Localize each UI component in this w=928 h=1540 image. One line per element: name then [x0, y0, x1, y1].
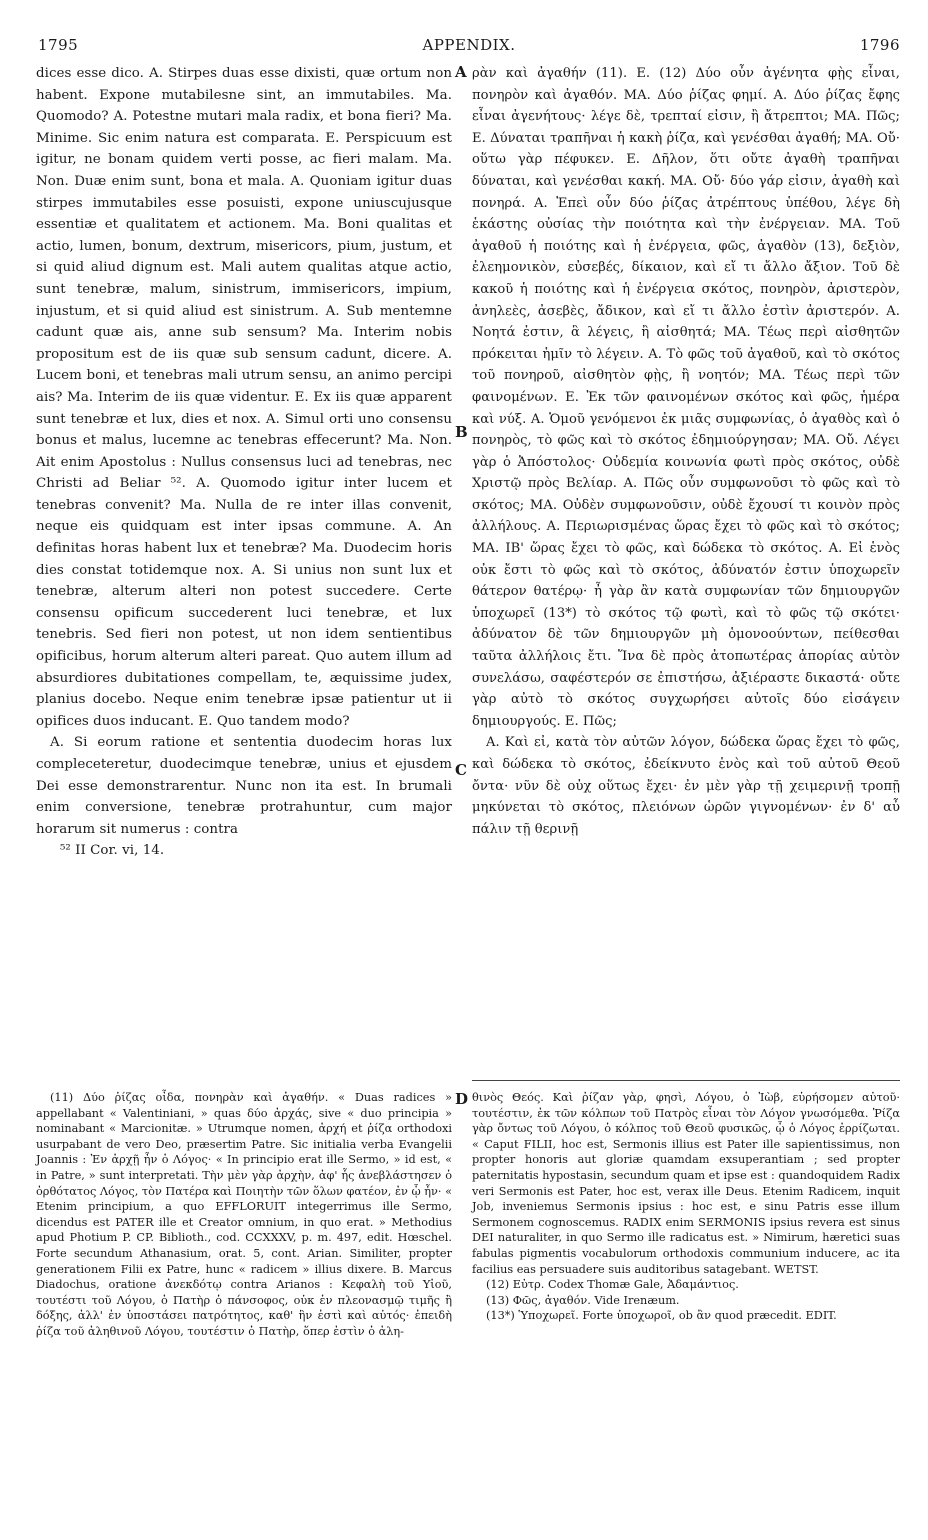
- note-13: (13) Φῶς, ἀγαθόν. Vide Irenæum.: [486, 1293, 680, 1307]
- page-number-left: 1795: [38, 36, 79, 54]
- margin-marker-b: B: [455, 423, 468, 441]
- notes-left-column: [36, 1090, 452, 1340]
- latin-paragraph-1: dices esse dico. A. Stirpes duas esse dixisti, quæ ortum non habent. Expone mutabilesne sint, an immutabiles. Ma. Quomodo? A. Potestne mutari mala radix, et bona fieri? Ma. Minime. Sic enim natura est comparata. E. Perspicuum est igitur, ne bonam quidem verti posse, ac fieri malam. Ma. Non. Duæ enim sunt, bona et mala. A. Quoniam igitur duas stirpes immutabiles esse posuisti, expone uniuscujusque essentiæ et qualitatem et actionem. Ma. Boni qualitas et actio, lumen, bonum, dextrum, misericors, pium, justum, et si quid aliud dignum est. Mali autem qualitas atque actio, sunt tenebræ, malum, sinistrum, immisericors, impium, injustum, et si quid aliud est sinistrum. A. Sub mentemne cadunt quæ ais, anne sub sensum? Ma. Interim nobis propositum est de iis quæ sub sensum cadunt, dicere. A. Lucem boni, et tenebras mali utrum sensu, an animo percipi ais? Ma. Interim de iis quæ videntur. E. Ex iis quæ apparent sunt tenebræ et lux, dies et nox. A. Simul orti uno consensu bonus et malus, lucemne ac tenebras effecerunt? Ma. Non. Ait enim Apostolus : Nullus consensus luci ad tenebras, nec Christi ad Beliar ⁵². A. Quomodo igitur inter lucem et tenebras convenit? Ma. Nulla de re inter illas convenit, neque eis quidquam est inter ipsas commune. A. An definitas horas habent lux et tenebræ? Ma. Duodecim horis dies constat totidemque nox. A. Si unius non sunt lux et tenebræ, alterum alteri non potest succedere. Certe consensu opificum succederent luci tenebræ, et lux tenebris. Sed fieri non potest, ut non idem sentientibus opificibus, horum alterum alteri pareat. Quo autem illum ad absurdiores dubitationes compellam, te, æquissime judex, planius docebo. Neque enim tenebræ ipsæ patientur ut ii opifices duos inducant. E. Quo tandem modo?: [36, 66, 452, 729]
- page-number-right: 1796: [859, 36, 900, 54]
- greek-paragraph-1: ρὰν καὶ ἀγαθήν (11). Ε. (12) Δύο οὖν ἀγένητα φῂς εἶναι, πονηρὸν καὶ ἀγαθόν. ΜΑ. Δύο ῥίζας φημί. Α. Δύο ῥίζας ἔφης εἶναι ἀγενήτους· λέγε δὲ, τρεπταί εἰσιν, ἢ ἄτρεπτοι; ΜΑ. Πῶς; Ε. Δύναται τραπῆναι ἡ κακὴ ῥίζα, καὶ γενέσθαι ἀγαθή; ΜΑ. Οὔ· οὕτω γὰρ πέφυκεν. Ε. Δῆλον, ὅτι οὔτε ἀγαθὴ τραπῆναι δύναται, καὶ γενέσθαι κακή. ΜΑ. Οὔ· δύο γάρ εἰσιν, ἀγαθὴ καὶ πονηρά. Α. Ἐπεὶ οὖν δύο ῥίζας ἀτρέπτους ὑπέθου, λέγε δὴ ἑκάστης οὐσίας τὴν ποιότητα καὶ τὴν ἐνέργειαν. ΜΑ. Τοῦ ἀγαθοῦ ἡ ποιότης καὶ ἡ ἐνέργεια, φῶς, ἀγαθὸν (13), δεξιὸν, ἐλεημονικὸν, εὐσεβές, δίκαιον, καὶ εἴ τι ἄλλο ἄξιον. Τοῦ δὲ κακοῦ ἡ ποιότης καὶ ἡ ἐνέργεια σκότος, πονηρὸν, ἀριστερὸν, ἀνηλεὲς, ἀσεβὲς, ἄδικον, καὶ εἴ τι ἄλλο ἐστὶν ἀριστερόν. Α. Νοητά ἐστιν, ἃ λέγεις, ἢ αἰσθητά; ΜΑ. Τέως περὶ αἰσθητῶν πρόκειται ἡμῖν τὸ λέγειν. Α. Τὸ φῶς τοῦ ἀγαθοῦ, καὶ τὸ σκότος τοῦ πονηροῦ, αἰσθητὸν φῂς, ἢ νοητόν; ΜΑ. Τέως περὶ τῶν φαινομένων. Ε. Ἐκ τῶν φαινομένων σκότος καὶ φῶς, ἡμέρα καὶ νύξ. Α. Ὁμοῦ γενόμενοι ἐκ μιᾶς συμφωνίας, ὁ ἀγαθὸς καὶ ὁ πονηρὸς, τὸ φῶς καὶ τὸ σκότος ἐδημιούργησαν; ΜΑ. Οὔ. Λέγει γὰρ ὁ Ἀπόστολος· Οὐδεμία κοινωνία φωτὶ πρὸς σκότος, οὐδὲ Χριστῷ πρὸς Βελίαρ. Α. Πῶς οὖν συμφωνοῦσι τὸ φῶς καὶ τὸ σκότος; ΜΑ. Οὐδὲν συμφωνοῦσιν, οὐδὲ ἔχουσί τι κοινὸν πρὸς ἀλλήλους. Α. Περιωρισμένας ὥρας ἔχει τὸ φῶς καὶ τὸ σκότος; ΜΑ. ΙΒ' ὥρας ἔχει τὸ φῶς, καὶ δώδεκα τὸ σκότος. Α. Εἰ ἑνὸς οὐκ ἔστι τὸ φῶς καὶ τὸ σκότος, ἀδύνατόν ἐστιν ὑποχωρεῖν θάτερον θατέρῳ· ἦ γὰρ ἂν κατὰ συμφωνίαν τῶν δημιουργῶν ὑποχωρεῖ (13*) τὸ σκότος τῷ φωτὶ, καὶ τὸ φῶς τῷ σκότει· ἀδύνατον δὲ τῶν δημιουργῶν μὴ ὁμονοούντων, πείθεσθαι ταῦτα ἀλλήλοις ἔτι. Ἵνα δὲ πρὸς ἀτοπωτέρας ἀπορίας αὐτὸν συνελάσω, σαφέστερόν σε ἐπιστήσω, ἀξιέραστε δικαστά· οὔτε γὰρ αὐτὸ τὸ σκότος συγχωρήσει αὐτοῖς δύο εἰσάγειν δημιουργούς. Ε. Πῶς;: [472, 66, 900, 729]
- notes-divider: [472, 1080, 900, 1081]
- page-header: [38, 36, 900, 58]
- greek-column: [472, 63, 900, 840]
- latin-paragraph-2: A. Si eorum ratione et sententia duodecim horas lux compleceteretur, duodecimque tenebræ, unius et ejusdem Dei esse demonstrarentur. Nunc non ita est. In brumali enim conversione, tenebræ protrahuntur, cum major horarum sit numerus : contra: [36, 735, 452, 837]
- scripture-footnote: ⁵² II Cor. vi, 14.: [60, 843, 165, 859]
- latin-column: [36, 63, 452, 862]
- note-12: (12) Εὐτρ. Codex Thomæ Gale, Ἀδαμάντιος.: [486, 1278, 739, 1292]
- notes-right-column: [472, 1090, 900, 1324]
- note-13-star: (13*) Ὑποχωρεῖ. Forte ὑποχωροῖ, ob ἂν quod præcedit. EDIT.: [486, 1309, 837, 1323]
- margin-marker-c: C: [455, 761, 467, 779]
- margin-marker-d: D: [455, 1090, 469, 1108]
- margin-marker-a: A: [455, 63, 467, 81]
- note-11: (11) Δύο ῥίζας οἶδα, πονηρὰν καὶ ἀγαθήν. « Duas radices » appellabant « Valentiniani, » quas δύο ἀρχάς, sive « duo principia » nominabant « Marcionitæ. » Utrumque nomen, ἀρχή et ῥίζα orthodoxi usurpabant de vero Deo, præsertim Patre. Sic initialia verba Evangelii Joannis : Ἐν ἀρχῇ ἦν ὁ Λόγος· « In principio erat ille Sermo, » id est, « in Patre, » sunt interpretati. Τὴν μὲν γὰρ ἀρχὴν, ἀφ' ἧς ἀνεβλάστησεν ὁ ὀρθότατος Λόγος, τὸν Πατέρα καὶ Ποιητὴν τῶν ὅλων φατέον, ἐν ᾧ ἦν· « Etenim principium, a quo EFFLORUIT integerrimus ille Sermo, dicendus est PATER ille et Creator omnium, in quo erat. » Methodius apud Photium P. CP. Biblioth., cod. CCXXXV, p. m. 497, edit. Hœschel. Forte secundum Athanasium, orat. 5, cont. Arian. Similiter, propter generationem Filii ex Patre, hunc « radicem » illius dixere. B. Marcus Diadochus, oratione ἀνεκδότῳ contra Arianos : Κεφαλὴ τοῦ Υἱοῦ, τουτέστι τοῦ Λόγου, ὁ Πατὴρ ὁ πάνσοφος, οὐκ ἐν πλεονασμῷ τιμῆς ἢ δόξης, ἀλλ' ἐν ὑποστάσει πατρότητος, καθ' ἣν ἐστὶ καὶ αὐτός· ἐπειδὴ ῥίζα τοῦ ἀληθινοῦ Λόγου, τουτέστιν ὁ Πατὴρ, ὅπερ ἐστὶν ὁ ἀλη-: [36, 1091, 452, 1338]
- running-title: APPENDIX.: [422, 36, 516, 54]
- greek-paragraph-2: Α. Καὶ εἰ, κατὰ τὸν αὐτῶν λόγον, δώδεκα ὥρας ἔχει τὸ φῶς, καὶ δώδεκα τὸ σκότος, ἐδείκνυτο ἑνὸς καὶ τοῦ αὐτοῦ Θεοῦ ὄντα· νῦν δὲ οὐχ οὕτως ἔχει· ἐν μὲν γὰρ τῇ χειμερινῇ τροπῇ μηκύνεται τὸ σκότος, πλειόνων ὡρῶν γιγνομένων· ἐν δ' αὖ πάλιν τῇ θερινῇ: [472, 735, 900, 837]
- note-11-continued: θινὸς Θεός. Καὶ ῥίζαν γὰρ, φησὶ, Λόγου, ὁ Ἰὼβ, εὑρήσομεν αὐτοῦ· τουτέστιν, ἐκ τῶν κόλπων τοῦ Πατρὸς εἶναι τὸν Λόγον γνωσόμεθα. Ῥίζα γὰρ ὄντως τοῦ Λόγου, ὁ κόλπος τοῦ Θεοῦ φυσικῶς, ᾧ ὁ Λόγος ἐρρίζωται. « Caput FILII, hoc est, Sermonis illius est Pater ille sapientissimus, non propter honoris aut gloriæ quamdam exsuperantiam ; sed propter paternitatis hypostasin, secundum quam et ipse est : quandoquidem Radix veri Sermonis est Pater, hoc est, verax ille Deus. Etenim Radicem, inquit Job, inveniemus Sermonis ipsius : hoc est, e sinu Patris esse illum Sermonem cognoscemus. RADIX enim SERMONIS ipsius revera est sinus DEI naturaliter, in quo Sermo ille radicatus est. » Nimirum, hæretici suas fabulas pigmentis vocabulorum orthodoxis communium inducere, ac ita facilius eas persuadere suis auditoribus satagebant. WETST.: [472, 1091, 900, 1276]
